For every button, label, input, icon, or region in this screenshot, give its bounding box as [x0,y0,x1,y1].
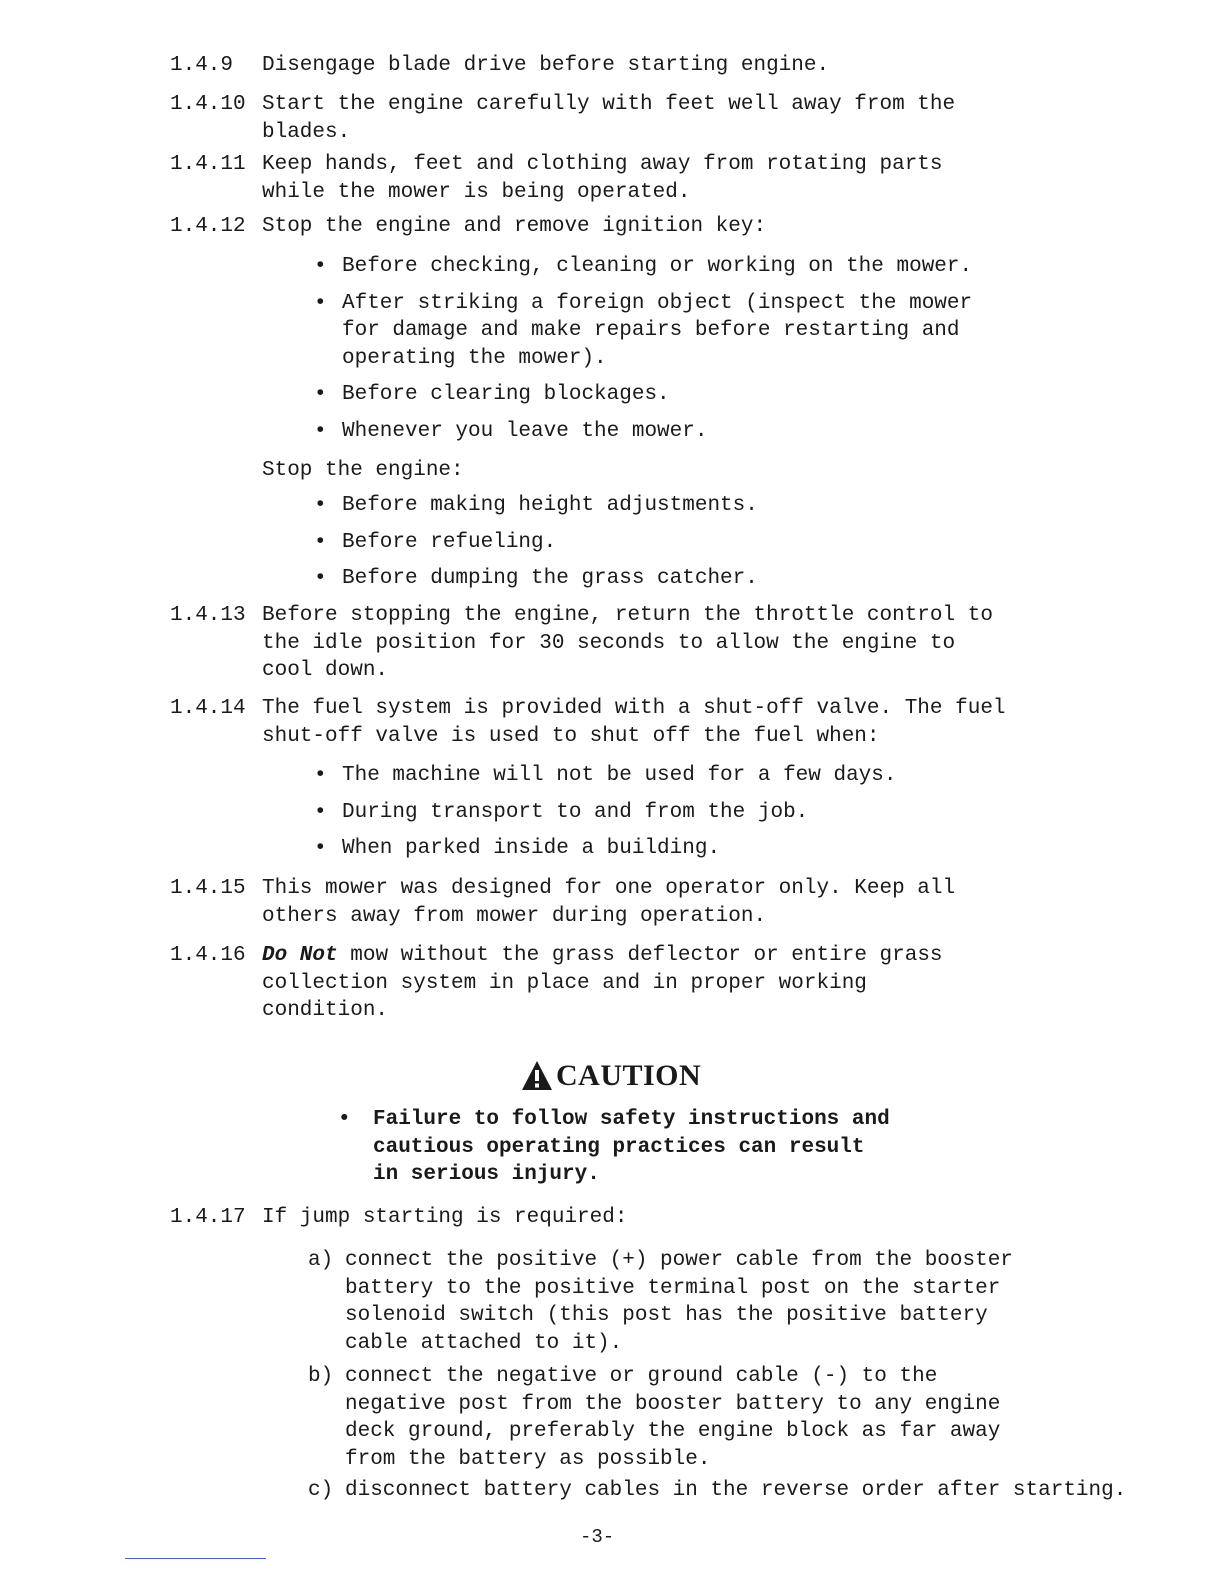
section-1-4-17 [170,1204,1070,1232]
bullet-list-stop-engine [310,492,1030,602]
page-number: -3- [580,1526,615,1548]
step-text: connect the positive (+) power cable from the booster battery to the positive terminal post on the starter solenoid switch (this post has the positive battery cable attached to it). [345,1249,1013,1355]
section-1-4-15 [170,875,1010,930]
section-1-4-12 [170,213,1070,241]
section-1-4-11 [170,151,1010,206]
section-text: If jump starting is required: [262,1206,628,1229]
list-item [308,1477,1208,1505]
step-label: b) [308,1365,334,1388]
list-item [308,1247,1048,1357]
step-text: connect the negative or ground cable (-) to the negative post from the booster battery to any engine deck ground, preferably the engine block as far away from the battery as possible. [345,1365,1001,1471]
step-label: c) [308,1479,334,1502]
list-item [308,1363,1048,1473]
section-number: 1.4.10 [170,93,246,116]
bullet-icon: • [338,1108,351,1131]
section-number: 1.4.14 [170,697,246,720]
list-item: • When parked inside a building. [310,835,1030,863]
section-text: Keep hands, feet and clothing away from rotating parts while the mower is being operated. [262,153,943,204]
section-text: The fuel system is provided with a shut-off valve. The fuel shut-off valve is used to shut off the fuel when: [262,697,1006,748]
section-number: 1.4.11 [170,153,246,176]
bullet-icon: • [314,800,327,824]
list-item: • Whenever you leave the mower. [310,418,1010,446]
list-item: • Before checking, cleaning or working on the mower. [310,253,1010,281]
caution-text: Failure to follow safety instructions and cautious operating practices can result in serious injury. [373,1108,890,1186]
stop-engine-label: Stop the engine: [262,459,464,482]
bullet-icon: • [314,419,327,443]
section-text: Before stopping the engine, return the throttle control to the idle position for 30 seconds to allow the engine to cool down. [262,604,993,682]
list-item: • Before making height adjustments. [310,492,1030,520]
section-text: Do Not mow without the grass deflector or entire grass collection system in place and in proper working condition. [262,944,943,1022]
bullet-icon: • [314,530,327,554]
section-number: 1.4.12 [170,215,246,238]
list-item: • Before dumping the grass catcher. [310,565,1030,593]
section-1-4-13 [170,602,1010,685]
warning-triangle-icon [520,1059,554,1093]
list-item: • The machine will not be used for a few days. [310,762,1030,790]
bullet-icon: • [314,291,327,315]
bullet-icon: • [314,383,327,406]
section-text: Disengage blade drive before starting engine. [262,54,830,77]
step-label: a) [308,1249,334,1272]
section-text: Stop the engine and remove ignition key: [262,215,767,238]
bullet-list-1-4-12 [310,253,1010,454]
caution-item [338,1106,898,1189]
caution-title: CAUTION [556,1059,702,1092]
list-item: • After striking a foreign object (inspect the mower for damage and make repairs before restarting and operating the mower). [314,291,973,370]
bullet-icon: • [314,494,327,517]
section-number: 1.4.13 [170,604,246,627]
bullet-icon: • [314,567,327,590]
bullet-icon: • [314,837,327,860]
steps-1-4-17-a-b [308,1247,1048,1479]
steps-1-4-17-c [308,1477,1208,1511]
list-item: • During transport to and from the job. [310,799,1030,827]
section-number: 1.4.17 [170,1206,246,1229]
section-number: 1.4.15 [170,877,246,900]
section-text: Start the engine carefully with feet well away from the blades. [262,93,956,144]
section-1-4-9 [170,52,1070,80]
footer-rule [125,1558,266,1559]
section-number: 1.4.9 [170,54,234,77]
step-text: disconnect battery cables in the reverse order after starting. [345,1479,1127,1502]
caution-heading [520,1058,701,1094]
section-number: 1.4.16 [170,944,246,967]
section-1-4-14 [170,695,1010,750]
section-1-4-10 [170,91,1010,146]
emphasis-text: Do Not [262,944,338,967]
list-item: • Before clearing blockages. [310,381,1010,409]
section-text: This mower was designed for one operator only. Keep all others away from mower during operation. [262,877,956,928]
bullet-list-1-4-14 [310,762,1030,872]
section-1-4-16 [170,942,990,1025]
list-item: • Before refueling. [310,529,1030,557]
bullet-icon: • [314,764,327,787]
bullet-icon: • [314,255,327,278]
